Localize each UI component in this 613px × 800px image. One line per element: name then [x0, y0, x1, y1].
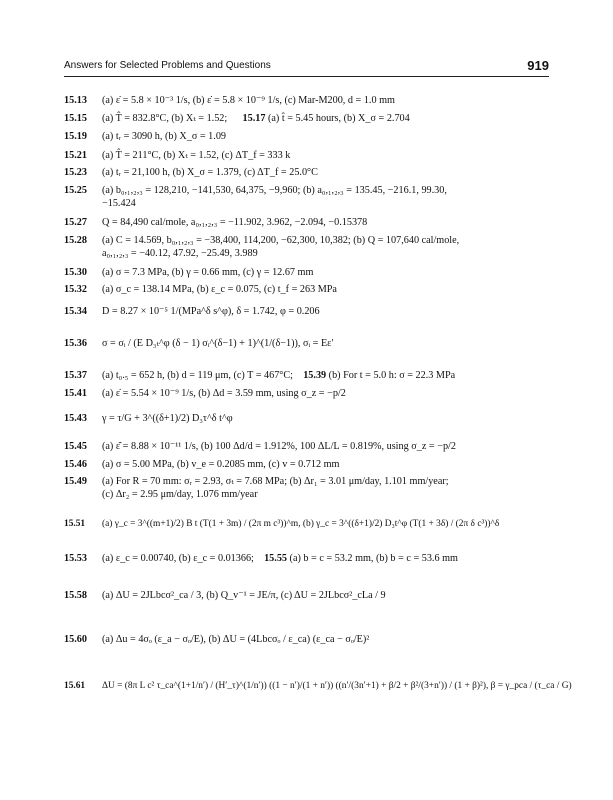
- problem-number: 15.28: [64, 235, 87, 246]
- answer-text: (a) ε̇ = 5.8 × 10⁻³ 1/s, (b) ε̇ = 5.8 × 10⁻⁹ 1/s, (c) Mar-M200, d = 1.0 mm: [102, 95, 395, 106]
- problem-number: 15.49: [64, 476, 87, 487]
- answer-text: (a) ε_c = 0.00740, (b) ε_c = 0.01366;: [102, 553, 254, 564]
- running-title: Answers for Selected Problems and Questions: [64, 60, 271, 71]
- problem-number: 15.19: [64, 131, 87, 142]
- answer-text: (b) For t = 5.0 h: σ = 22.3 MPa: [328, 370, 456, 381]
- problem-number: 15.45: [64, 441, 87, 452]
- answer-text: (a) tᵣ = 3090 h, (b) X_σ = 1.09: [102, 131, 227, 142]
- answer-text: γ = τ/G + 3^((δ+1)/2) D₃τ^δ t^φ: [102, 413, 233, 424]
- answer-text: (a) σ_c = 138.14 MPa, (b) ε_c = 0.075, (c) t_f = 263 MPa: [102, 284, 337, 295]
- answer-text: (a) γ_c = 3^((m+1)/2) B t (T(1 + 3m) / (2π m c³))^m, (b) γ_c = 3^((δ+1)/2) D₃t^φ (T(1 + 3δ) / (2π δ c³))^δ: [102, 519, 500, 529]
- answer-text-continued: a₀,₁,₂,₃ = −40.12, 47.92, −25.49, 3.989: [102, 248, 258, 259]
- problem-number: 15.46: [64, 459, 87, 470]
- problem-number: 15.43: [64, 413, 87, 424]
- answer-text: (a) σ = 5.00 MPa, (b) v_e = 0.2085 mm, (c) v = 0.712 mm: [102, 459, 340, 470]
- answer-text: (a) ε̄̇ = 8.88 × 10⁻¹¹ 1/s, (b) 100 Δd/d = 1.912%, 100 ΔL/L = 0.819%, using σ_z = −p/2: [102, 441, 456, 452]
- answer-text: (a) T̂ = 832.8°C, (b) Xₜ = 1.52;: [102, 113, 228, 124]
- answer-text: D = 8.27 × 10⁻⁵ 1/(MPa^δ s^φ), δ = 1.742, φ = 0.206: [102, 306, 320, 317]
- answer-text: σ = σᵢ / (E D₃ₜ^φ (δ − 1) σᵢ^(δ−1) + 1)^(1/(δ−1)), σᵢ = Eε′: [102, 338, 334, 349]
- answer-text: (a) σ = 7.3 MPa, (b) γ = 0.66 mm, (c) γ = 12.67 mm: [102, 267, 314, 278]
- answer-text: (a) t₀.₅ = 652 h, (b) d = 119 μm, (c) T = 467°C;: [102, 370, 294, 381]
- problem-number: 15.27: [64, 217, 87, 228]
- answer-text: (a) t̂ = 5.45 hours, (b) X_σ = 2.704: [267, 113, 410, 124]
- problem-number: 15.51: [64, 519, 86, 529]
- answer-text-continued: −15.424: [102, 198, 136, 209]
- page-header: [64, 58, 549, 78]
- problem-number: 15.41: [64, 388, 87, 399]
- header-rule: [64, 76, 549, 77]
- problem-number: 15.13: [64, 95, 87, 106]
- answer-text: (a) b₀,₁,₂,₃ = 128,210, −141,530, 64,375, −9,960; (b) a₀,₁,₂,₃ = 135.45, −216.1, 99.30,: [102, 185, 447, 196]
- problem-number: 15.17: [242, 113, 266, 124]
- problem-number: 15.36: [64, 338, 87, 349]
- answer-text: (a) tᵣ = 21,100 h, (b) X_σ = 1.379, (c) ΔT_f = 25.0°C: [102, 167, 318, 178]
- problem-number: 15.32: [64, 284, 87, 295]
- problem-number: 15.53: [64, 553, 87, 564]
- answer-text-continued: (c) Δr₂ = 2.95 μm/day, 1.076 mm/year: [102, 489, 258, 500]
- problem-number: 15.61: [64, 681, 86, 691]
- problem-number: 15.15: [64, 113, 87, 124]
- answer-text: (a) Δu = 4σₒ (ε_a − σₒ/E), (b) ΔU = (4Lbcσₒ / ε_ca) (ε_ca − σₒ/E)²: [102, 634, 370, 645]
- problem-number: 15.39: [303, 370, 327, 381]
- problem-number: 15.58: [64, 590, 87, 601]
- answer-text: (a) C = 14.569, b₀,₁,₂,₃ = −38,400, 114,200, −62,300, 10,382; (b) Q = 107,640 cal/mole,: [102, 235, 460, 246]
- answer-text: (a) b = c = 53.2 mm, (b) b = c = 53.6 mm: [289, 553, 458, 564]
- answer-text: Q = 84,490 cal/mole, a₀,₁,₂,₃ = −11.902, 3.962, −2.094, −0.15378: [102, 217, 368, 228]
- problem-number: 15.30: [64, 267, 87, 278]
- answer-text: (a) ΔU = 2JLbcσ²_ca / 3, (b) Q_v⁻¹ = JE/π, (c) ΔU = 2JLbcσ²_cLa / 9: [102, 590, 386, 601]
- problem-number: 15.34: [64, 306, 87, 317]
- answer-text: (a) T̂ = 211°C, (b) Xₜ = 1.52, (c) ΔT_f = 333 k: [102, 150, 291, 161]
- answer-text: (a) For R = 70 mm: σᵣ = 2.93, σₜ = 7.68 MPa; (b) Δr₁ = 3.01 μm/day, 1.101 mm/year;: [102, 476, 449, 487]
- problem-number: 15.25: [64, 185, 87, 196]
- answer-text: (a) ε̇ = 5.54 × 10⁻⁹ 1/s, (b) Δd = 3.59 mm, using σ_z = −p/2: [102, 388, 346, 399]
- problem-number: 15.21: [64, 150, 87, 161]
- answer-text: ΔU = (8π L c² τ_ca^(1+1/n′) / (H′_τ)^(1/n′)) ((1 − n′)/(1 + n′)) ((n′/(3n′+1) + β/2 + β²/(3+n′)) / (1 + β)²), β = γ_pca / (τ_ca / G): [102, 681, 572, 691]
- problem-number: 15.55: [264, 553, 287, 564]
- problem-number: 15.23: [64, 167, 87, 178]
- page-number: 919: [527, 58, 549, 73]
- problem-number: 15.60: [64, 634, 87, 645]
- problem-number: 15.37: [64, 370, 87, 381]
